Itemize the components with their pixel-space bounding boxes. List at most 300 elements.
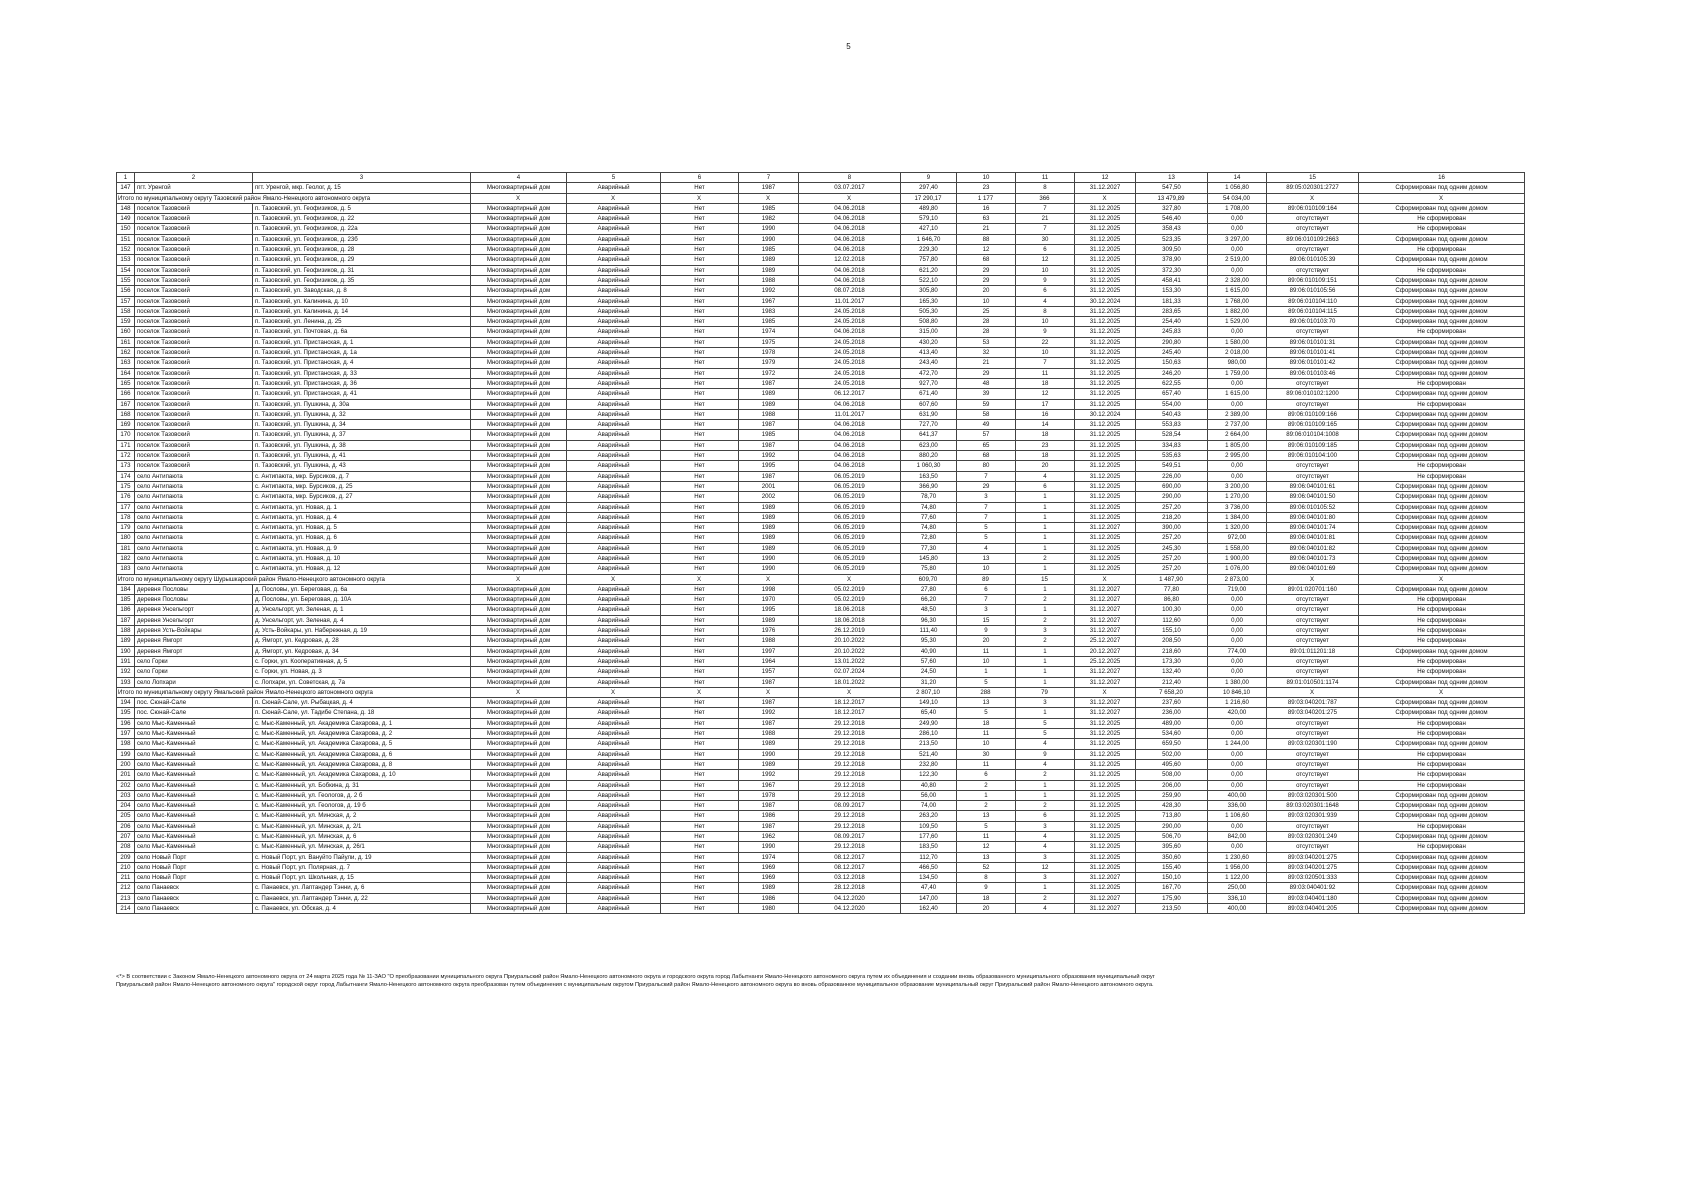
table-cell: 257,20 xyxy=(1136,553,1208,563)
table-cell: 420,00 xyxy=(1208,708,1267,718)
table-row xyxy=(117,306,1525,316)
table-cell: 213 xyxy=(117,893,135,903)
table-cell: с. Лопхари, ул. Советская, д. 7а xyxy=(253,677,471,687)
table-cell: Многоквартирный дом xyxy=(471,337,567,347)
table-cell: Сформирован под одним домом xyxy=(1359,543,1525,553)
table-cell: поселок Тазовский xyxy=(135,409,253,419)
table-cell: Сформирован под одним домом xyxy=(1359,523,1525,533)
table-row xyxy=(117,451,1525,461)
table-cell: 1 xyxy=(1016,780,1075,790)
table-cell: 89:06:010103:46 xyxy=(1267,368,1359,378)
table-cell: 28.12.2018 xyxy=(799,883,901,893)
table-cell: 727,70 xyxy=(901,420,957,430)
table-cell: Многоквартирный дом xyxy=(471,306,567,316)
table-cell: 201 xyxy=(117,770,135,780)
table-cell: 13 xyxy=(957,553,1016,563)
table-cell: 06.05.2019 xyxy=(799,523,901,533)
table-cell: 1989 xyxy=(739,543,799,553)
table-cell: 177 xyxy=(117,502,135,512)
table-cell: 31.12.2027 xyxy=(1075,595,1136,605)
housing-table xyxy=(116,172,1525,914)
table-cell: 31.12.2025 xyxy=(1075,718,1136,728)
table-row xyxy=(117,646,1525,656)
table-row xyxy=(117,183,1525,193)
table-cell: с. Мыс-Каменный, ул. Академика Сахарова, д. 2 xyxy=(253,729,471,739)
table-cell: 30 xyxy=(957,749,1016,759)
table-row xyxy=(117,492,1525,502)
table-cell: Нет xyxy=(661,636,739,646)
table-cell: 31.12.2025 xyxy=(1075,832,1136,842)
table-cell: 1986 xyxy=(739,893,799,903)
table-cell: Нет xyxy=(661,893,739,903)
table-cell: 1 177 xyxy=(957,193,1016,203)
table-cell: Сформирован под одним домом xyxy=(1359,811,1525,821)
column-header: 5 xyxy=(567,173,661,183)
table-cell: Аварийный xyxy=(567,790,661,800)
footnote-line: <*> В соответствии с Законом Ямало-Ненецкого автономного округа от 24 марта 2025 года № 11-ЗАО "О преобразовании муниципального округа Приуральский район Ямало-Ненецкого автономного округа и городского округа город Лабытнанги Ямало-Ненецкого автономного округа путем их объединения и создании вновь образованного муниципального образования муниципальный округ xyxy=(116,974,1155,980)
table-cell: 3 xyxy=(1016,821,1075,831)
table-cell: 31.12.2025 xyxy=(1075,286,1136,296)
table-cell: 535,63 xyxy=(1136,451,1208,461)
table-cell: Нет xyxy=(661,842,739,852)
table-cell: 186 xyxy=(117,605,135,615)
table-cell: 0,00 xyxy=(1208,759,1267,769)
table-cell: Нет xyxy=(661,821,739,831)
table-cell: 305,80 xyxy=(901,286,957,296)
table-cell: Многоквартирный дом xyxy=(471,430,567,440)
table-cell: 1989 xyxy=(739,399,799,409)
table-row xyxy=(117,471,1525,481)
table-cell: пос. Сюнай-Сале xyxy=(135,708,253,718)
table-row xyxy=(117,430,1525,440)
table-cell: Многоквартирный дом xyxy=(471,224,567,234)
table-cell: с. Мыс-Каменный, ул. Бобкина, д. 31 xyxy=(253,780,471,790)
table-cell: Нет xyxy=(661,749,739,759)
table-cell: село Мыс-Каменный xyxy=(135,739,253,749)
table-cell: 89:03:020301:1648 xyxy=(1267,801,1359,811)
table-cell: 7 xyxy=(957,502,1016,512)
table-cell: 03.12.2018 xyxy=(799,873,901,883)
table-row xyxy=(117,605,1525,615)
table-cell: 1988 xyxy=(739,275,799,285)
table-cell: село Панаевск xyxy=(135,904,253,914)
table-cell: Нет xyxy=(661,286,739,296)
table-cell: 180 xyxy=(117,533,135,543)
subtotal-label: Итого по муниципальному округу Тазовский район Ямало-Ненецкого автономного округа xyxy=(117,193,471,203)
table-cell: Многоквартирный дом xyxy=(471,698,567,708)
table-row xyxy=(117,862,1525,872)
table-cell: 65 xyxy=(957,440,1016,450)
table-cell: поселок Тазовский xyxy=(135,245,253,255)
table-cell: 1992 xyxy=(739,770,799,780)
table-cell: 3 xyxy=(957,605,1016,615)
table-cell: 7 xyxy=(957,512,1016,522)
table-cell: с. Панаевск, ул. Лаптандер Тэнни, д. 22 xyxy=(253,893,471,903)
table-cell: село Антипаюта xyxy=(135,471,253,481)
table-cell: 1988 xyxy=(739,636,799,646)
table-cell: Многоквартирный дом xyxy=(471,605,567,615)
table-cell: 18 xyxy=(1016,378,1075,388)
table-row xyxy=(117,883,1525,893)
table-cell: 31.12.2025 xyxy=(1075,358,1136,368)
table-cell: 1 956,00 xyxy=(1208,862,1267,872)
table-cell: 31.12.2025 xyxy=(1075,780,1136,790)
table-cell: 521,40 xyxy=(901,749,957,759)
table-cell: 04.06.2018 xyxy=(799,430,901,440)
table-cell: Аварийный xyxy=(567,440,661,450)
table-cell: 1964 xyxy=(739,656,799,666)
table-cell: д. Унсельгорт, ул. Зеленая, д. 1 xyxy=(253,605,471,615)
table-cell: 89:06:010104:110 xyxy=(1267,296,1359,306)
table-cell: 3 xyxy=(1016,852,1075,862)
table-cell: 1974 xyxy=(739,852,799,862)
table-cell: 1987 xyxy=(739,420,799,430)
table-row xyxy=(117,729,1525,739)
table-cell: 155,40 xyxy=(1136,862,1208,872)
table-cell: с. Мыс-Каменный, ул. Академика Сахарова, д. 1 xyxy=(253,718,471,728)
table-cell: 6 xyxy=(1016,245,1075,255)
table-cell: Многоквартирный дом xyxy=(471,296,567,306)
table-cell: Многоквартирный дом xyxy=(471,780,567,790)
table-cell: 7 658,20 xyxy=(1136,687,1208,697)
table-cell: 89:03:040401:205 xyxy=(1267,904,1359,914)
table-cell: Аварийный xyxy=(567,409,661,419)
table-cell: 2 xyxy=(1016,801,1075,811)
table-cell: 1 xyxy=(957,667,1016,677)
table-cell: 1 xyxy=(1016,533,1075,543)
table-cell: 378,90 xyxy=(1136,255,1208,265)
table-cell: 122,30 xyxy=(901,770,957,780)
table-cell: 132,40 xyxy=(1136,667,1208,677)
table-cell: X xyxy=(1075,574,1136,584)
table-cell: 10 846,10 xyxy=(1208,687,1267,697)
table-cell: Нет xyxy=(661,317,739,327)
table-cell: Не сформирован xyxy=(1359,615,1525,625)
table-cell: пос. Сюнай-Сале xyxy=(135,698,253,708)
table-cell: Многоквартирный дом xyxy=(471,358,567,368)
table-cell: 1987 xyxy=(739,378,799,388)
table-cell: 06.05.2019 xyxy=(799,471,901,481)
table-cell: 554,00 xyxy=(1136,399,1208,409)
table-cell: 622,55 xyxy=(1136,378,1208,388)
table-cell: 48 xyxy=(957,378,1016,388)
table-cell: Аварийный xyxy=(567,255,661,265)
table-cell: 31.12.2027 xyxy=(1075,667,1136,677)
table-cell: 631,90 xyxy=(901,409,957,419)
table-cell: 31.12.2027 xyxy=(1075,605,1136,615)
table-cell: Многоквартирный дом xyxy=(471,245,567,255)
table-cell: 25.12.2025 xyxy=(1075,656,1136,666)
table-cell: 13 479,89 xyxy=(1136,193,1208,203)
table-cell: 207 xyxy=(117,832,135,842)
table-cell: 31.12.2027 xyxy=(1075,183,1136,193)
table-cell: 12 xyxy=(957,245,1016,255)
table-cell: 04.06.2018 xyxy=(799,399,901,409)
table-cell: 134,50 xyxy=(901,873,957,883)
table-row xyxy=(117,873,1525,883)
table-cell: 27,80 xyxy=(901,584,957,594)
table-cell: Многоквартирный дом xyxy=(471,842,567,852)
table-cell: Аварийный xyxy=(567,770,661,780)
table-cell: Аварийный xyxy=(567,358,661,368)
table-cell: 18.01.2022 xyxy=(799,677,901,687)
table-cell: 1 270,00 xyxy=(1208,492,1267,502)
table-cell: Многоквартирный дом xyxy=(471,595,567,605)
table-cell: 29 xyxy=(957,265,1016,275)
table-cell: Аварийный xyxy=(567,492,661,502)
table-cell: Аварийный xyxy=(567,739,661,749)
table-cell: 31.12.2025 xyxy=(1075,502,1136,512)
table-cell: 1998 xyxy=(739,584,799,594)
table-cell: Сформирован под одним домом xyxy=(1359,234,1525,244)
table-cell: 506,70 xyxy=(1136,832,1208,842)
table-cell: 1987 xyxy=(739,801,799,811)
table-cell: Аварийный xyxy=(567,698,661,708)
table-row xyxy=(117,543,1525,553)
table-cell: отсутствует xyxy=(1267,759,1359,769)
table-cell: деревня Унсельгорт xyxy=(135,605,253,615)
table-cell: 100,30 xyxy=(1136,605,1208,615)
table-cell: 06.12.2017 xyxy=(799,389,901,399)
table-cell: Не сформирован xyxy=(1359,842,1525,852)
table-cell: 154 xyxy=(117,265,135,275)
table-cell: Сформирован под одним домом xyxy=(1359,553,1525,563)
table-row xyxy=(117,337,1525,347)
table-cell: 2 xyxy=(957,780,1016,790)
table-cell: 4 xyxy=(1016,759,1075,769)
table-cell: 1989 xyxy=(739,265,799,275)
table-cell: 315,00 xyxy=(901,327,957,337)
table-cell: 77,30 xyxy=(901,543,957,553)
table-cell: Аварийный xyxy=(567,296,661,306)
table-cell: с. Мыс-Каменный, ул. Геологов, д. 2 б xyxy=(253,790,471,800)
table-cell: Не сформирован xyxy=(1359,780,1525,790)
table-cell: Многоквартирный дом xyxy=(471,502,567,512)
table-cell: с. Антипаюта, ул. Новая, д. 10 xyxy=(253,553,471,563)
table-cell: 86,80 xyxy=(1136,595,1208,605)
table-cell: Аварийный xyxy=(567,317,661,327)
table-cell: 89:03:040401:180 xyxy=(1267,893,1359,903)
table-row xyxy=(117,893,1525,903)
table-cell: 0,00 xyxy=(1208,667,1267,677)
table-cell: 31.12.2027 xyxy=(1075,893,1136,903)
table-cell: 1990 xyxy=(739,224,799,234)
table-cell: Нет xyxy=(661,275,739,285)
footnote xyxy=(116,973,1526,989)
table-cell: 167,70 xyxy=(1136,883,1208,893)
table-cell: Сформирован под одним домом xyxy=(1359,893,1525,903)
table-cell: 1989 xyxy=(739,533,799,543)
table-cell: 3 200,00 xyxy=(1208,481,1267,491)
table-cell: 1 615,00 xyxy=(1208,389,1267,399)
table-cell: Многоквартирный дом xyxy=(471,481,567,491)
table-cell: 29.12.2018 xyxy=(799,842,901,852)
table-cell: 6 xyxy=(957,584,1016,594)
table-cell: 31.12.2025 xyxy=(1075,770,1136,780)
table-cell: 66,20 xyxy=(901,595,957,605)
table-cell: 254,40 xyxy=(1136,317,1208,327)
table-cell: 7 xyxy=(957,471,1016,481)
table-cell: Не сформирован xyxy=(1359,749,1525,759)
table-cell: 472,70 xyxy=(901,368,957,378)
table-cell: 842,00 xyxy=(1208,832,1267,842)
table-cell: 2 xyxy=(1016,615,1075,625)
table-cell: 31.12.2025 xyxy=(1075,368,1136,378)
table-cell: 150,63 xyxy=(1136,358,1208,368)
table-cell: деревня Ямгорт xyxy=(135,646,253,656)
table-cell: с. Антипаюта, мкр. Бурсиков, д. 27 xyxy=(253,492,471,502)
table-cell: 31.12.2025 xyxy=(1075,739,1136,749)
table-cell: 31.12.2025 xyxy=(1075,759,1136,769)
table-cell: 53 xyxy=(957,337,1016,347)
table-cell: 2 873,00 xyxy=(1208,574,1267,584)
table-cell: Аварийный xyxy=(567,275,661,285)
table-cell: 0,00 xyxy=(1208,656,1267,666)
table-row xyxy=(117,378,1525,388)
table-cell: 1 xyxy=(1016,677,1075,687)
table-cell: 31.12.2027 xyxy=(1075,677,1136,687)
table-cell: 05.02.2019 xyxy=(799,595,901,605)
table-cell: п. Тазовский, ул. Почтовая, д. 6а xyxy=(253,327,471,337)
table-cell: 155 xyxy=(117,275,135,285)
table-cell: 184 xyxy=(117,584,135,594)
table-cell: 31.12.2025 xyxy=(1075,842,1136,852)
table-cell: Аварийный xyxy=(567,481,661,491)
table-cell: Аварийный xyxy=(567,636,661,646)
table-cell: 1 056,80 xyxy=(1208,183,1267,193)
table-cell: отсутствует xyxy=(1267,749,1359,759)
table-cell: 1 759,00 xyxy=(1208,368,1267,378)
table-cell: Аварийный xyxy=(567,523,661,533)
table-cell: 111,40 xyxy=(901,626,957,636)
table-cell: п. Тазовский, ул. Пристанская, д. 1 xyxy=(253,337,471,347)
table-cell: 0,00 xyxy=(1208,327,1267,337)
table-row xyxy=(117,265,1525,275)
table-cell: Аварийный xyxy=(567,234,661,244)
table-cell: село Антипаюта xyxy=(135,523,253,533)
table-cell: п. Тазовский, ул. Пушкина, д. 38 xyxy=(253,440,471,450)
table-cell: 176 xyxy=(117,492,135,502)
column-header: 2 xyxy=(135,173,253,183)
table-cell: Многоквартирный дом xyxy=(471,811,567,821)
table-cell: Нет xyxy=(661,780,739,790)
table-cell: 290,80 xyxy=(1136,337,1208,347)
table-cell: 1987 xyxy=(739,718,799,728)
table-cell: Аварийный xyxy=(567,461,661,471)
column-header: 7 xyxy=(739,173,799,183)
table-cell: село Мыс-Каменный xyxy=(135,832,253,842)
table-cell: Многоквартирный дом xyxy=(471,790,567,800)
table-cell: Сформирован под одним домом xyxy=(1359,203,1525,213)
table-cell: 179 xyxy=(117,523,135,533)
table-row xyxy=(117,749,1525,759)
table-cell: 20.10.2022 xyxy=(799,646,901,656)
table-cell: с. Мыс-Каменный, ул. Минская, д. 6 xyxy=(253,832,471,842)
table-cell: 89:03:020301:500 xyxy=(1267,790,1359,800)
table-cell: с. Мыс-Каменный, ул. Геологов, д. 19 б xyxy=(253,801,471,811)
table-cell: 29.12.2018 xyxy=(799,749,901,759)
table-cell: 1 230,60 xyxy=(1208,852,1267,862)
table-cell: 150 xyxy=(117,224,135,234)
table-cell: 181 xyxy=(117,543,135,553)
table-cell: 29 xyxy=(957,368,1016,378)
table-cell: Нет xyxy=(661,512,739,522)
table-cell: 1 487,90 xyxy=(1136,574,1208,584)
table-cell: Не сформирован xyxy=(1359,626,1525,636)
table-cell: Нет xyxy=(661,183,739,193)
table-cell: п. Тазовский, ул. Заводская, д. 8 xyxy=(253,286,471,296)
table-row xyxy=(117,245,1525,255)
table-cell: 218,60 xyxy=(1136,646,1208,656)
table-cell: Сформирован под одним домом xyxy=(1359,317,1525,327)
header-row xyxy=(117,173,1525,183)
table-cell: 505,30 xyxy=(901,306,957,316)
table-cell: Многоквартирный дом xyxy=(471,399,567,409)
table-cell: Аварийный xyxy=(567,286,661,296)
table-cell: Сформирован под одним домом xyxy=(1359,296,1525,306)
table-cell: с. Антипаюта, ул. Новая, д. 12 xyxy=(253,564,471,574)
subtotal-label: Итого по муниципальному округу Шурышкарский район Ямало-Ненецкого автономного округа xyxy=(117,574,471,584)
table-cell: Сформирован под одним домом xyxy=(1359,708,1525,718)
table-cell: 28 xyxy=(957,317,1016,327)
table-cell: 10 xyxy=(957,296,1016,306)
table-cell: 31.12.2027 xyxy=(1075,873,1136,883)
table-cell: 489,80 xyxy=(901,203,957,213)
table-cell: 89:06:010109:2663 xyxy=(1267,234,1359,244)
table-cell: 4 xyxy=(1016,739,1075,749)
table-cell: X xyxy=(661,193,739,203)
table-cell: 9 xyxy=(957,626,1016,636)
table-cell: 31.12.2025 xyxy=(1075,852,1136,862)
table-cell: 1 384,00 xyxy=(1208,512,1267,522)
table-cell: 18 xyxy=(957,718,1016,728)
table-cell: Аварийный xyxy=(567,378,661,388)
table-cell: 1 xyxy=(1016,543,1075,553)
table-cell: 10 xyxy=(957,656,1016,666)
table-cell: с. Мыс-Каменный, ул. Академика Сахарова, д. 5 xyxy=(253,739,471,749)
table-cell: 257,20 xyxy=(1136,564,1208,574)
table-cell: 1987 xyxy=(739,698,799,708)
table-cell: 12 xyxy=(957,842,1016,852)
table-cell: Аварийный xyxy=(567,852,661,862)
table-cell: 29.12.2018 xyxy=(799,821,901,831)
table-cell: 31.12.2025 xyxy=(1075,275,1136,285)
table-cell: 5 xyxy=(957,708,1016,718)
table-cell: 657,40 xyxy=(1136,389,1208,399)
table-cell: 621,20 xyxy=(901,265,957,275)
table-cell: 297,40 xyxy=(901,183,957,193)
table-cell: деревня Ямгорт xyxy=(135,636,253,646)
table-cell: деревня Пословы xyxy=(135,584,253,594)
table-cell: Многоквартирный дом xyxy=(471,862,567,872)
table-cell: 263,20 xyxy=(901,811,957,821)
table-row xyxy=(117,698,1525,708)
table-cell: Сформирован под одним домом xyxy=(1359,584,1525,594)
table-row xyxy=(117,348,1525,358)
table-cell: 508,80 xyxy=(901,317,957,327)
table-cell: 89:06:010105:52 xyxy=(1267,502,1359,512)
table-cell: село Антипаюта xyxy=(135,502,253,512)
table-cell: Многоквартирный дом xyxy=(471,893,567,903)
table-cell: 24.05.2018 xyxy=(799,378,901,388)
table-cell: Многоквартирный дом xyxy=(471,553,567,563)
table-cell: 0,00 xyxy=(1208,214,1267,224)
table-cell: 0,00 xyxy=(1208,821,1267,831)
table-cell: 31.12.2025 xyxy=(1075,492,1136,502)
table-cell: Нет xyxy=(661,646,739,656)
table-cell: Многоквартирный дом xyxy=(471,440,567,450)
table-cell: 24.05.2018 xyxy=(799,358,901,368)
